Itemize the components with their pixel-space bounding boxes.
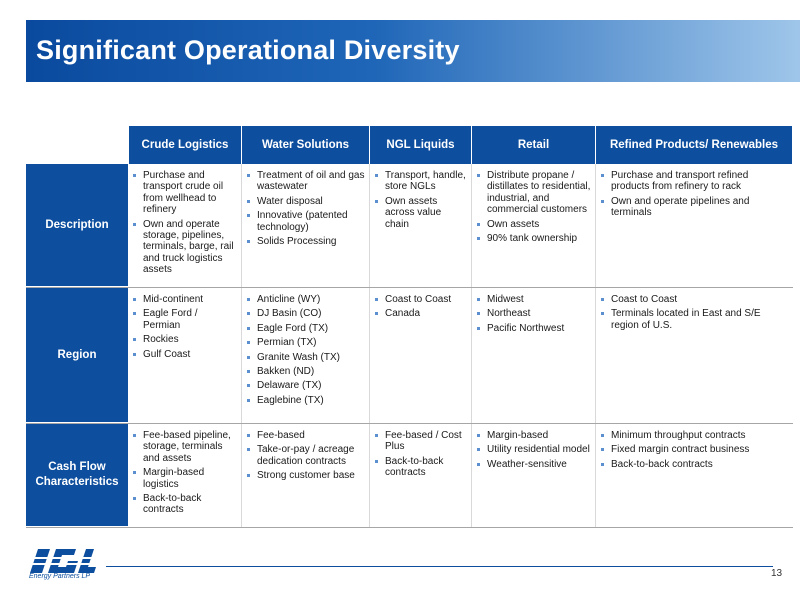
row-label: Description: [26, 164, 128, 286]
row-label: Cash Flow Characteristics: [26, 424, 128, 526]
bullet-item: Margin-based: [477, 430, 591, 441]
column-header: Refined Products/ Renewables: [596, 126, 793, 164]
table-cell: [242, 288, 370, 424]
table-cell: [472, 424, 596, 528]
bullet-list: [477, 430, 591, 470]
table-cell: [596, 164, 793, 288]
bullet-item: Coast to Coast: [375, 294, 467, 305]
bullet-list: [375, 430, 467, 479]
bullet-item: Own assets across value chain: [375, 196, 467, 230]
bullet-item: Terminals located in East and S/E region of U.S.: [601, 308, 789, 331]
bullet-item: Margin-based logistics: [133, 467, 237, 490]
row-divider: [26, 527, 793, 528]
title-bar: [26, 20, 800, 82]
logo-tagline: Energy Partners LP: [29, 573, 91, 580]
ngl-logo-icon: [26, 549, 96, 573]
table-cell: [242, 424, 370, 528]
bullet-item: Fee-based: [247, 430, 365, 441]
table-cell: [128, 164, 242, 288]
table-cell: [472, 164, 596, 288]
bullet-item: Pacific Northwest: [477, 323, 591, 334]
bullet-list: [133, 430, 237, 516]
bullet-list: [247, 294, 365, 406]
bullet-list: [133, 170, 237, 276]
bullet-item: Rockies: [133, 334, 237, 345]
bullet-list: [247, 430, 365, 482]
bullet-item: Eagle Ford (TX): [247, 323, 365, 334]
footer-divider: [106, 566, 773, 567]
row-label: Region: [26, 288, 128, 422]
bullet-list: [477, 294, 591, 334]
bullet-item: Back-to-back contracts: [375, 456, 467, 479]
table-cell: [242, 164, 370, 288]
bullet-item: Transport, handle, store NGLs: [375, 170, 467, 193]
bullet-item: Fee-based pipeline, storage, terminals and assets: [133, 430, 237, 464]
bullet-item: Fee-based / Cost Plus: [375, 430, 467, 453]
bullet-item: Purchase and transport refined products from refinery to rack: [601, 170, 789, 193]
bullet-item: Fixed margin contract business: [601, 444, 789, 455]
bullet-item: Own assets: [477, 219, 591, 230]
bullet-list: [601, 430, 789, 470]
column-header: NGL Liquids: [370, 126, 472, 164]
bullet-item: Back-to-back contracts: [601, 459, 789, 470]
bullet-item: Solids Processing: [247, 236, 365, 247]
column-header: Crude Logistics: [128, 126, 242, 164]
table-cell: [596, 288, 793, 424]
bullet-item: Granite Wash (TX): [247, 352, 365, 363]
table-cell: [128, 288, 242, 424]
bullet-item: Distribute propane / distillates to residential, industrial, and commercial customers: [477, 170, 591, 216]
bullet-item: Purchase and transport crude oil from wellhead to refinery: [133, 170, 237, 216]
bullet-item: Gulf Coast: [133, 349, 237, 360]
bullet-item: Canada: [375, 308, 467, 319]
bullet-item: Utility residential model: [477, 444, 591, 455]
bullet-item: Treatment of oil and gas wastewater: [247, 170, 365, 193]
bullet-item: Eagle Ford / Permian: [133, 308, 237, 331]
bullet-item: Minimum throughput contracts: [601, 430, 789, 441]
bullet-list: [477, 170, 591, 244]
page-title: Significant Operational Diversity: [36, 35, 460, 65]
bullet-item: Anticline (WY): [247, 294, 365, 305]
table-cell: [472, 288, 596, 424]
column-header: Water Solutions: [242, 126, 370, 164]
table-cell: [128, 424, 242, 528]
bullet-list: [375, 170, 467, 230]
bullet-item: Innovative (patented technology): [247, 210, 365, 233]
bullet-item: DJ Basin (CO): [247, 308, 365, 319]
bullet-list: [601, 294, 789, 331]
bullet-item: Weather-sensitive: [477, 459, 591, 470]
bullet-item: Eaglebine (TX): [247, 395, 365, 406]
bullet-list: [601, 170, 789, 219]
operations-table: [26, 126, 793, 528]
bullet-item: Own and operate pipelines and terminals: [601, 196, 789, 219]
bullet-item: Mid-continent: [133, 294, 237, 305]
bullet-item: Coast to Coast: [601, 294, 789, 305]
bullet-item: 90% tank ownership: [477, 233, 591, 244]
table-cell: [370, 164, 472, 288]
bullet-list: [133, 294, 237, 360]
bullet-item: Northeast: [477, 308, 591, 319]
bullet-item: Strong customer base: [247, 470, 365, 481]
column-header: Retail: [472, 126, 596, 164]
bullet-list: [375, 294, 467, 320]
table-cell: [596, 424, 793, 528]
bullet-item: Midwest: [477, 294, 591, 305]
table-cell: [370, 288, 472, 424]
page-number: 13: [771, 568, 783, 579]
bullet-item: Permian (TX): [247, 337, 365, 348]
bullet-item: Delaware (TX): [247, 380, 365, 391]
bullet-item: Bakken (ND): [247, 366, 365, 377]
bullet-item: Water disposal: [247, 196, 365, 207]
bullet-list: [247, 170, 365, 247]
bullet-item: Back-to-back contracts: [133, 493, 237, 516]
bullet-item: Take-or-pay / acreage dedication contracts: [247, 444, 365, 467]
bullet-item: Own and operate storage, pipelines, terminals, barge, rail and truck logistics assets: [133, 219, 237, 276]
table-cell: [370, 424, 472, 528]
